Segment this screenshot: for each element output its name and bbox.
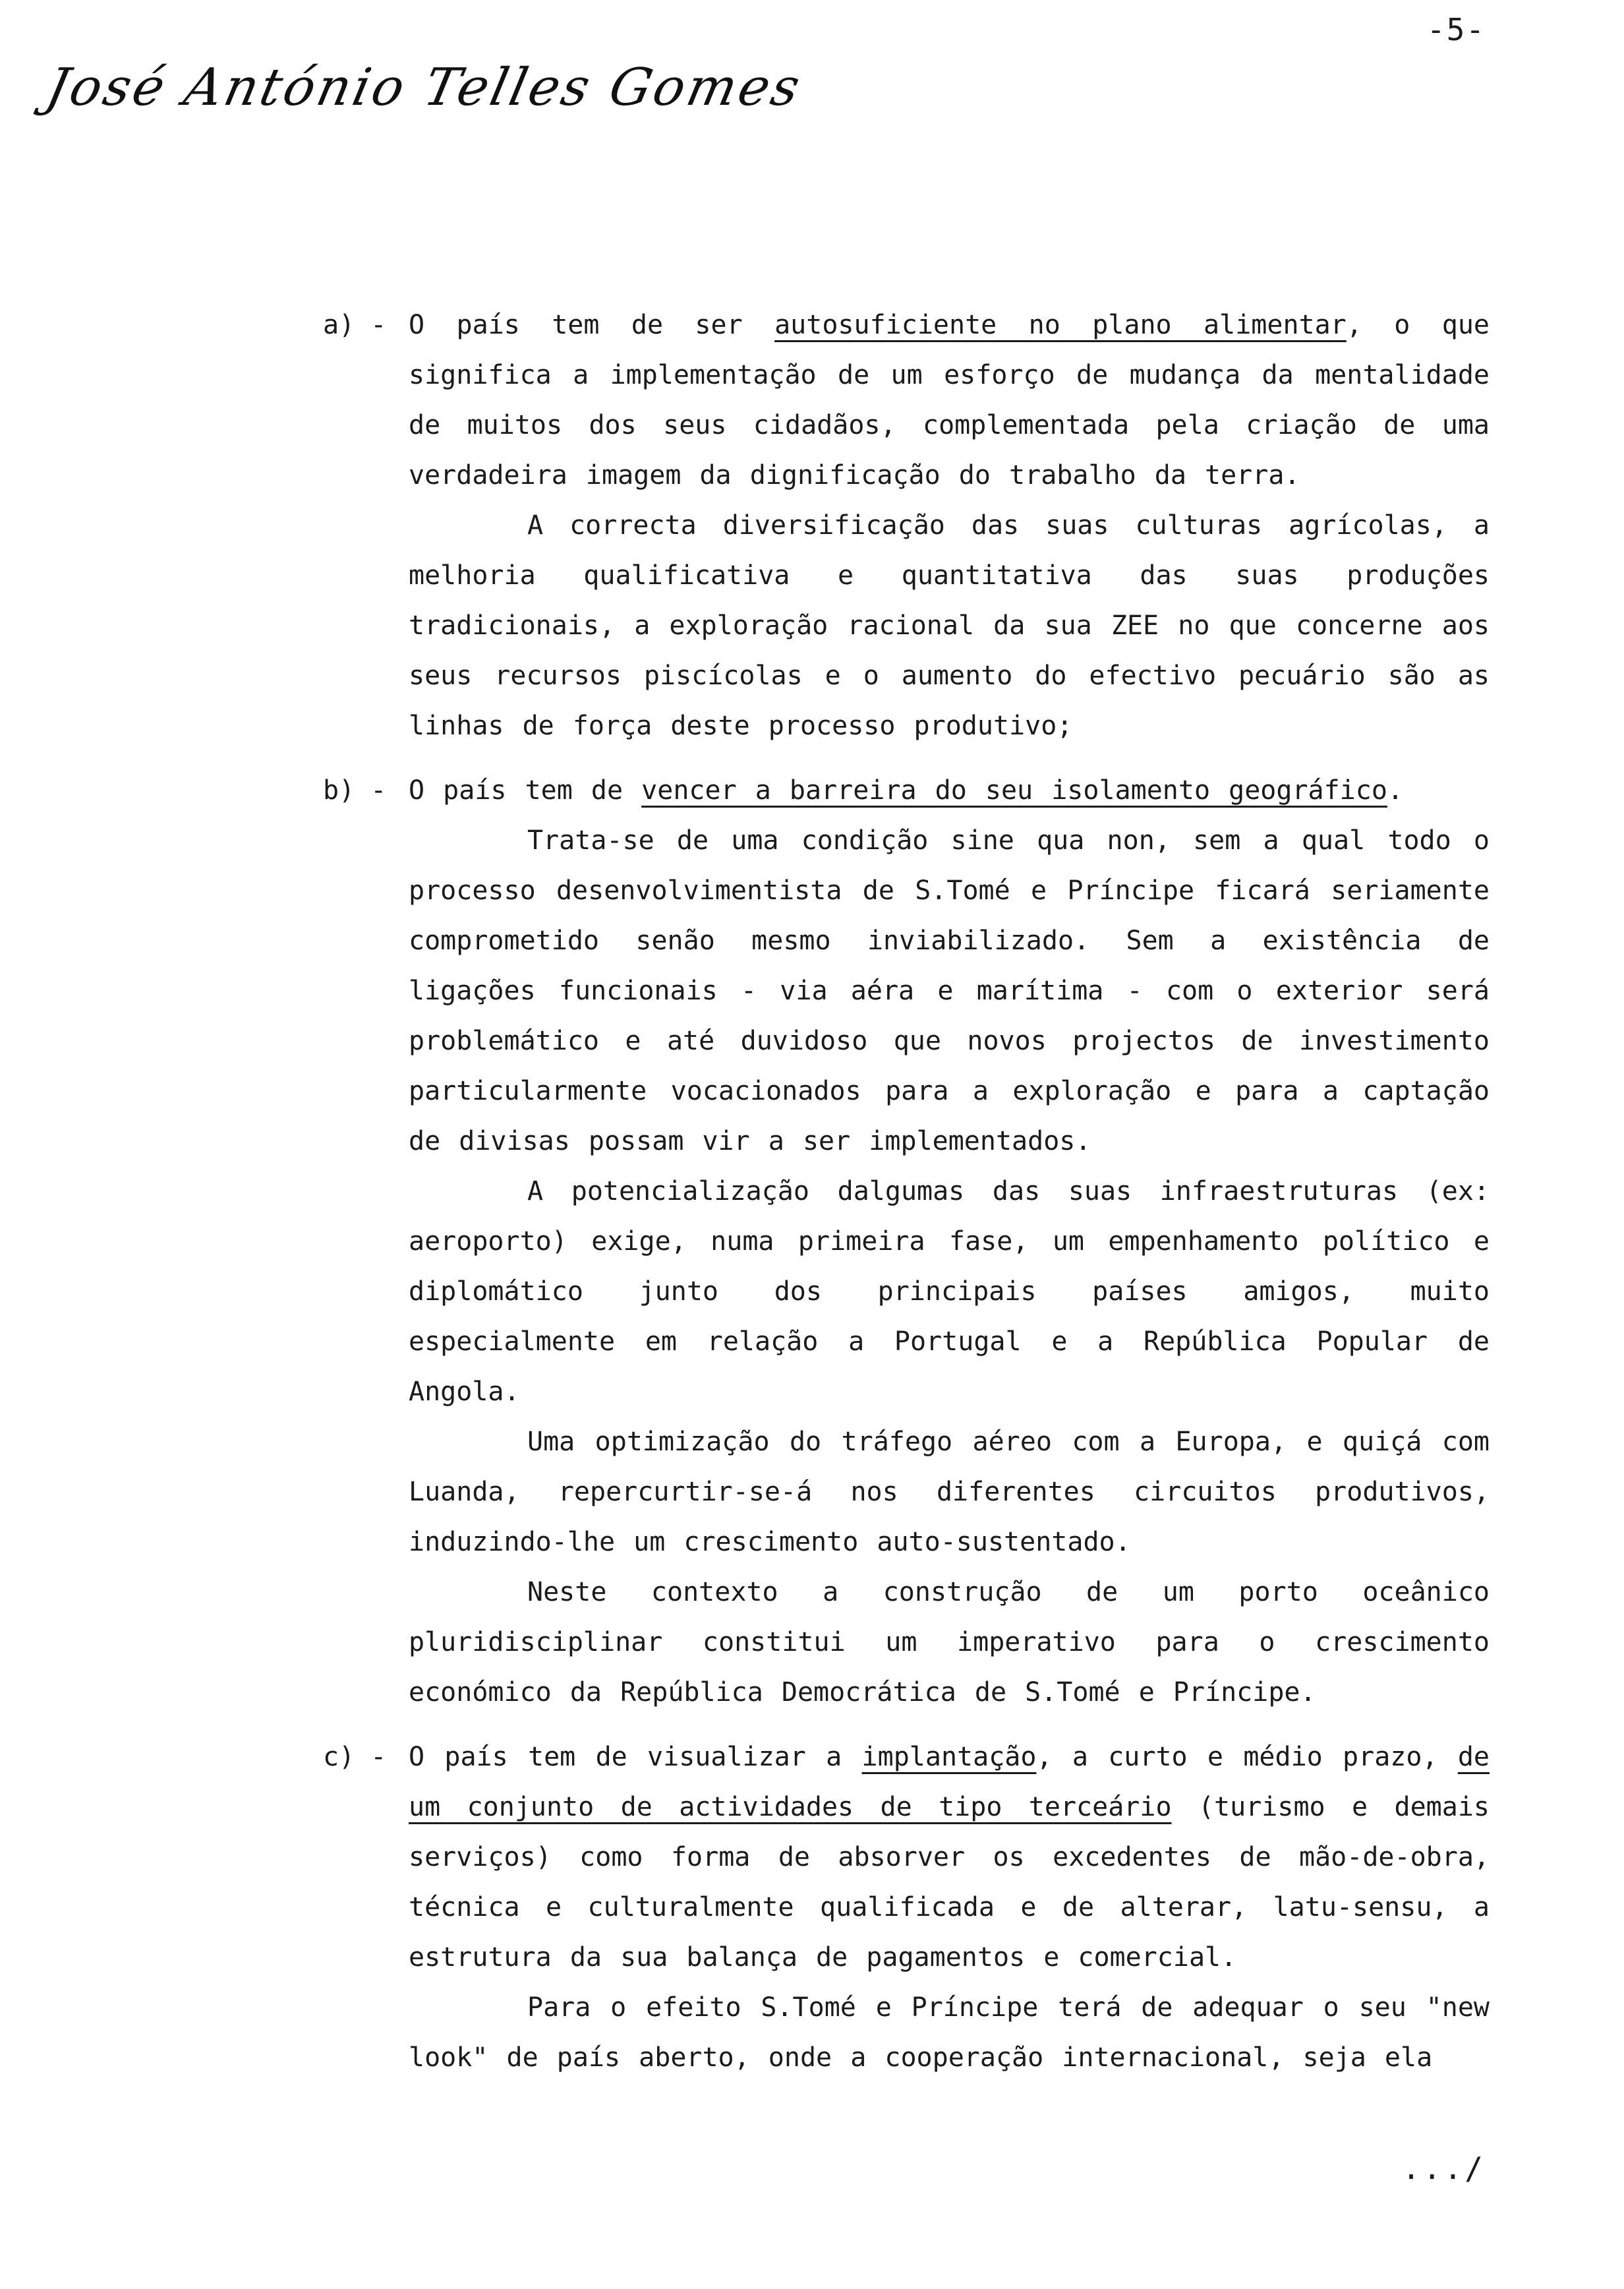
page-number: -5-	[1426, 12, 1486, 47]
text-segment: Para o efeito S.Tomé e Príncipe terá de adequar o seu "new look" de país aberto, onde a cooperação internacional, seja ela	[409, 1992, 1490, 2073]
text-segment: , o que significa a implementação de um esforço de mudança da mentalidade de muitos dos seus cidadãos, complementada pela criação de uma verdadeira imagem da dignificação do trabalho da terra.	[409, 310, 1490, 490]
text-segment: A potencialização dalgumas das suas infraestruturas (ex: aeroporto) exige, numa primeira fase, um empenhamento político e diplomático junto dos principais países amigos, muito especialmente em relação a Portugal e a República Popular de Angola.	[409, 1176, 1490, 1407]
paragraph	[409, 1166, 1490, 1417]
underlined-text: autosuficiente no plano alimentar	[774, 310, 1347, 340]
text-segment: O país tem de	[409, 775, 642, 806]
underlined-text: implantação	[861, 1742, 1037, 1772]
list-item-marker: a) -	[323, 310, 387, 340]
list-item	[323, 300, 1490, 751]
text-segment: .	[1387, 775, 1404, 806]
text-segment: O país tem de visualizar a	[409, 1742, 862, 1772]
paragraph	[409, 816, 1490, 1166]
text-segment: O país tem de ser	[409, 310, 775, 340]
text-segment: A correcta diversificação das suas culturas agrícolas, a melhoria qualificativa e quantitativa das suas produções tradicionais, a exploração racional da sua ZEE no que concerne aos seus recursos piscícolas e o aumento do efectivo pecuário são as linhas de força deste processo produtivo;	[409, 510, 1490, 741]
text-segment: Uma optimização do tráfego aéreo com a Europa, e quiçá com Luanda, repercurtir-se-á nos diferentes circuitos produtivos, induzindo-lhe um crescimento auto-sustentado.	[409, 1427, 1490, 1557]
document-body	[323, 300, 1490, 2083]
text-segment: (turismo e demais serviços) como forma de absorver os excedentes de mão-de-obra, técnica e culturalmente qualificada e de alterar, latu-sensu, a estrutura da sua balança de pagamentos e comercial.	[409, 1792, 1490, 1973]
list-item-marker: b) -	[323, 775, 387, 806]
underlined-text: de um conjunto de actividades de tipo terceário	[409, 1742, 1490, 1822]
underlined-text: vencer a barreira do seu isolamento geográfico	[641, 775, 1387, 806]
text-segment: , a curto e médio prazo,	[1036, 1742, 1458, 1772]
list-item	[323, 1732, 1490, 2083]
paragraph	[409, 1567, 1490, 1717]
paragraph	[409, 1417, 1490, 1567]
text-segment: Neste contexto a construção de um porto oceânico pluridisciplinar constitui um imperativo para o crescimento económico da República Democrática de S.Tomé e Príncipe.	[409, 1577, 1490, 1708]
paragraph	[409, 300, 1490, 500]
continuation-mark: .../	[1402, 2151, 1486, 2186]
paragraph	[409, 500, 1490, 751]
paragraph	[409, 1732, 1490, 1982]
paragraph	[409, 765, 1490, 816]
list-item	[323, 765, 1490, 1717]
handwritten-signature: José António Telles Gomes	[41, 58, 808, 117]
paragraph	[409, 1982, 1490, 2083]
text-segment: Trata-se de uma condição sine qua non, sem a qual todo o processo desenvolvimentista de S.Tomé e Príncipe ficará seriamente comprometido senão mesmo inviabilizado. Sem a existência de ligações funcionais - via aéra e marítima - com o exterior será problemático e até duvidoso que novos projectos de investimento particularmente vocacionados para a exploração e para a captação de divisas possam vir a ser implementados.	[409, 825, 1490, 1156]
list-item-marker: c) -	[323, 1742, 387, 1772]
